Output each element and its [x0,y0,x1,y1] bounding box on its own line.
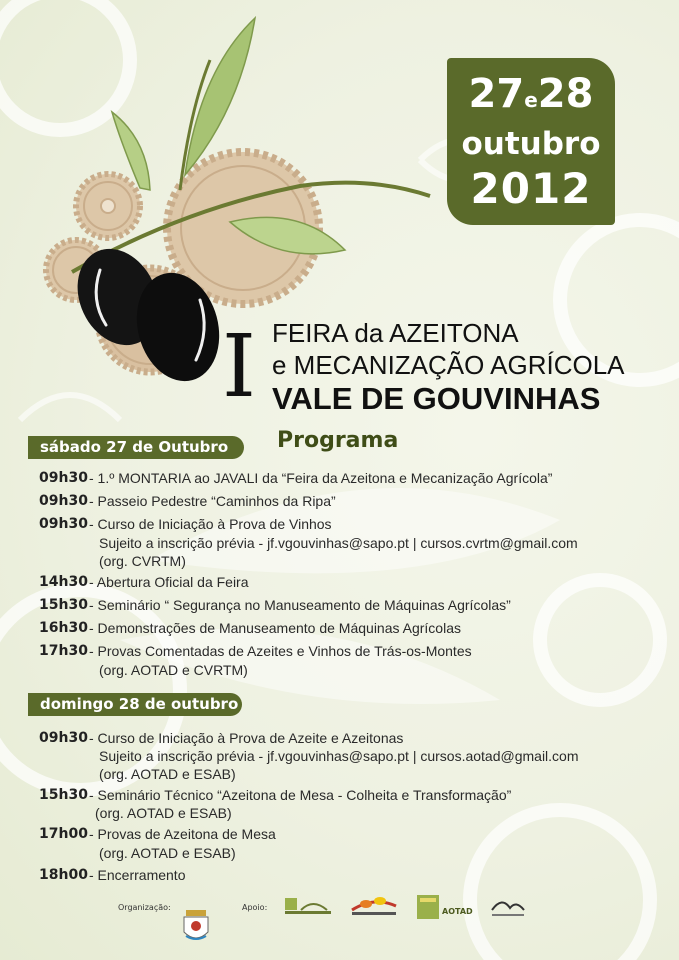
item-description: - Passeio Pedestre “Caminhos da Ripa” [89,493,336,509]
item-description: - Curso de Iniciação à Prova de Vinhos [89,516,332,532]
aotad-emblem [416,894,440,920]
event-date-box [447,58,615,225]
program-item [0,826,679,846]
aotad-logo [416,894,474,920]
item-time: 09h30 [39,516,88,532]
program-item [0,620,679,640]
program-item [0,574,679,594]
item-registration-note: Sujeito a inscrição prévia - jf.vgouvinhas@sapo.pt | cursos.cvrtm@gmail.com [99,535,578,551]
event-days [447,72,615,122]
item-time: 17h30 [39,643,88,659]
item-description: - Demonstrações de Manuseamento de Máquinas Agrícolas [89,620,461,636]
item-organizer: (org. AOTAD e CVRTM) [99,662,248,678]
item-description: - Seminário “ Segurança no Manuseamento de Máquinas Agrícolas” [89,597,511,613]
municipal-coat-of-arms-logo [180,908,212,948]
title-line-2: e MECANIZAÇÃO AGRÍCOLA [272,350,625,380]
item-time: 15h30 [39,597,88,613]
program-item [0,787,679,807]
item-time: 09h30 [39,493,88,509]
item-description: - Provas de Azeitona de Mesa [89,826,276,842]
program-item [0,643,679,663]
program-item [0,597,679,617]
title-line-3: VALE DE GOUVINHAS [272,381,601,416]
item-organizer: (org. AOTAD e ESAB) [99,766,236,782]
gear-icon [76,174,140,238]
item-time: 17h00 [39,826,88,842]
sponsor-logo [283,896,333,918]
item-description: - Curso de Iniciação à Prova de Azeite e Azeitonas [89,730,404,746]
item-organizer: (org. CVRTM) [99,553,186,569]
saturday-header: sábado 27 de Outubro [28,436,244,459]
item-description: - Encerramento [89,867,186,883]
program-item [0,867,679,887]
item-description: - Provas Comentadas de Azeites e Vinhos de Trás-os-Montes [89,643,472,659]
apoio-label: Apoio: [242,903,268,912]
item-time: 14h30 [39,574,88,590]
day-end: 28 [537,71,594,117]
item-time: 09h30 [39,730,88,746]
aotad-wordmark: AOTAD [442,907,473,916]
item-time: 18h00 [39,867,88,883]
programa-heading: Programa [277,428,399,453]
program-item [0,470,679,490]
item-time: 16h30 [39,620,88,636]
item-description: - Abertura Oficial da Feira [89,574,249,590]
vinhos-tras-os-montes-logo [488,894,528,920]
sunday-header: domingo 28 de outubro [28,693,242,716]
item-organizer: (org. AOTAD e ESAB) [99,845,236,861]
event-year: 2012 [470,164,592,213]
item-registration-note: Sujeito a inscrição prévia - jf.vgouvinhas@sapo.pt | cursos.aotad@gmail.com [99,748,579,764]
edition-numeral: I [222,317,256,417]
item-description: - 1.º MONTARIA ao JAVALI da “Feira da Azeitona e Mecanização Agrícola” [89,470,553,486]
title-feira: FEIRA [272,318,348,348]
item-organizer: (org. AOTAD e ESAB) [95,805,232,821]
day-conjunction: e [524,88,538,112]
organizacao-label: Organização: [118,903,171,912]
item-time: 09h30 [39,470,88,486]
program-item [0,516,679,536]
title-line-1 [272,318,519,349]
day-start: 27 [468,71,525,117]
program-item [0,493,679,513]
azeite-tras-os-montes-logo [346,892,402,920]
item-time: 15h30 [39,787,88,803]
title-azeitona: da AZEITONA [347,318,519,348]
program-item [0,730,679,750]
event-month: outubro [461,126,601,162]
item-description: - Seminário Técnico “Azeitona de Mesa - Colheita e Transformação” [89,787,512,803]
